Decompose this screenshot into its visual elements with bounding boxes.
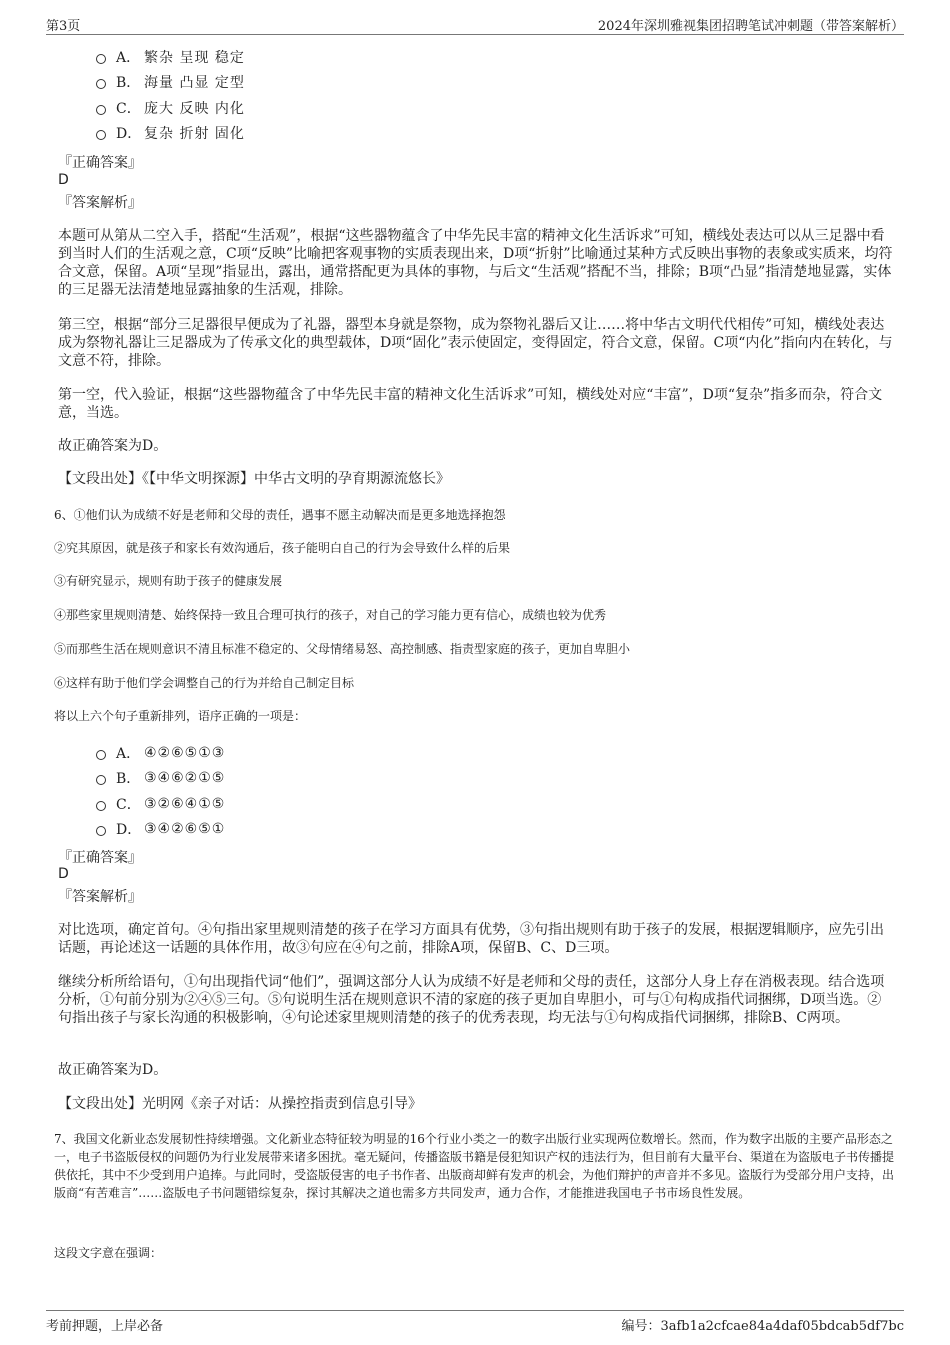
q6-sentence: 6、①他们认为成绩不好是老师和父母的责任，遇事不愿主动解决而是更多地选择抱怨 [54,508,506,522]
document-id: 编号：3afb1a2cfcae84a4daf05bdcab5df7bc [621,1319,904,1334]
radio-icon[interactable] [96,801,106,811]
q6-answer-label: 『正确答案』 [58,850,142,866]
q5-analysis-paragraph: 第三空，根据“部分三足器很早便成为了礼器，器型本身就是祭物，成为祭物礼器后又让……将中华古文明代代相传”可知，横线处表达成为祭物礼器让三足器成为了传承文化的典型载体，D项“固化”表示使固定，变得固定，符合文意，保留。C项“内化”指向内在转化，与文意不符，排除。 [58,317,893,369]
q6-analysis-paragraph: 继续分析所给语句，①句出现指代词“他们”，强调这部分人认为成绩不好是老师和父母的责任，这部分人身上存在消极表现。结合选项分析，①句前分别为②④⑤三句。⑤句说明生活在规则意识不清的家庭的孩子更加自卑胆小，可与①句构成指代词捆绑，D项当选。②句指出孩子与家长沟通的积极影响，④句论述家里规则清楚的孩子的优秀表现，均无法与①句构成指代词捆绑，排除B、C两项。 [58,974,885,1026]
q6-analysis-label: 『答案解析』 [58,889,142,905]
q6-answer: D [58,866,69,882]
q6-sentence: ⑥这样有助于他们学会调整自己的行为并给自己制定目标 [54,676,355,690]
radio-icon[interactable] [96,826,106,836]
q6-analysis-paragraph: 对比选项，确定首句。④句指出家里规则清楚的孩子在学习方面具有优势，③句指出规则有助于孩子的发展，根据逻辑顺序，应先引出话题，再论述这一话题的具体作用，故③句应在④句之前，排除A项，保留B、C、D三项。 [58,922,884,956]
q5-option-d[interactable]: D． 复杂 折射 固化 [96,121,245,147]
q5-conclusion: 故正确答案为D。 [58,438,168,454]
page-footer [46,1310,904,1334]
q6-option-a[interactable]: A． ④②⑥⑤①③ [96,740,225,766]
q5-options [96,44,245,146]
q6-sentence: ④那些家里规则清楚、始终保持一致且合理可执行的孩子，对自己的学习能力更有信心，成绩也较为优秀 [54,608,607,622]
radio-icon[interactable] [96,54,106,64]
q6-source: 【文段出处】光明网《亲子对话：从操控指责到信息引导》 [58,1096,422,1112]
q6-options [96,740,225,842]
footer-slogan: 考前押题，上岸必备 [46,1319,164,1334]
q7-passage: 7、我国文化新业态发展韧性持续增强。文化新业态特征较为明显的16个行业小类之一的数字出版行业实现两位数增长。然而，作为数字出版的主要产品形态之一，电子书盗版侵权的问题仍为行业发展带来诸多困扰。毫无疑问，传播盗版书籍是侵犯知识产权的违法行为，但目前有大量平台、渠道在为盗版电子书传播提供依托，其中不少受到用户追捧。与此同时，受盗版侵害的电子书作者、出版商却鲜有发声的机会，为他们辩护的声音并不多见。盗版行为受部分用户支持，出版商“有苦难言”……盗版电子书问题错综复杂，探讨其解决之道也需多方共同发声，通力合作，才能推进我国电子书市场良性发展。 [54,1132,895,1200]
q7-prompt: 这段文字意在强调： [54,1246,163,1260]
radio-icon[interactable] [96,775,106,785]
q5-analysis-label: 『答案解析』 [58,195,142,211]
q5-answer: D [58,172,69,188]
q6-sentence: ⑤而那些生活在规则意识不清且标准不稳定的、父母情绪易怒、高控制感、指责型家庭的孩子，更加自卑胆小 [54,642,631,656]
q5-option-b[interactable]: B． 海量 凸显 定型 [96,70,245,96]
radio-icon[interactable] [96,130,106,140]
q5-option-a[interactable]: A． 繁杂 呈现 稳定 [96,44,245,70]
q6-option-d[interactable]: D． ③④②⑥⑤① [96,817,225,843]
q6-conclusion: 故正确答案为D。 [58,1062,168,1078]
q6-prompt: 将以上六个句子重新排列，语序正确的一项是： [54,709,307,723]
q5-analysis-paragraph: 本题可从第从二空入手，搭配“生活观”，根据“这些器物蕴含了中华先民丰富的精神文化生活诉求”可知，横线处表达可以从三足器中看到当时人们的生活观之意，C项“反映”比喻把客观事物的实质表现出来，D项“折射”比喻通过某种方式反映出事物的表象或实质来，均符合文意，保留。A项“呈现”指显出，露出，通常搭配更为具体的事物，与后文“生活观”搭配不当，排除；B项“凸显”指清楚地显露，实体的三足器无法清楚地显露抽象的生活观，排除。 [58,228,893,298]
page-number: 第3页 [46,19,81,34]
page-header [46,14,904,35]
radio-icon[interactable] [96,105,106,115]
q5-source: 【文段出处】《【中华文明探源】中华古文明的孕育期源流悠长》 [58,471,450,487]
q5-analysis-paragraph: 第一空，代入验证，根据“这些器物蕴含了中华先民丰富的精神文化生活诉求”可知，横线处对应“丰富”，D项“复杂”指多而杂，符合文意，当选。 [58,387,883,421]
q5-answer-label: 『正确答案』 [58,155,142,171]
document-title: 2024年深圳雅视集团招聘笔试冲刺题（带答案解析） [597,19,904,34]
q5-option-c[interactable]: C． 庞大 反映 内化 [96,95,245,121]
radio-icon[interactable] [96,750,106,760]
q6-sentence: ③有研究显示，规则有助于孩子的健康发展 [54,574,283,588]
q6-option-c[interactable]: C． ③②⑥④①⑤ [96,791,225,817]
q6-option-b[interactable]: B． ③④⑥②①⑤ [96,766,225,792]
q6-sentence: ②究其原因，就是孩子和家长有效沟通后，孩子能明白自己的行为会导致什么样的后果 [54,541,511,555]
radio-icon[interactable] [96,79,106,89]
